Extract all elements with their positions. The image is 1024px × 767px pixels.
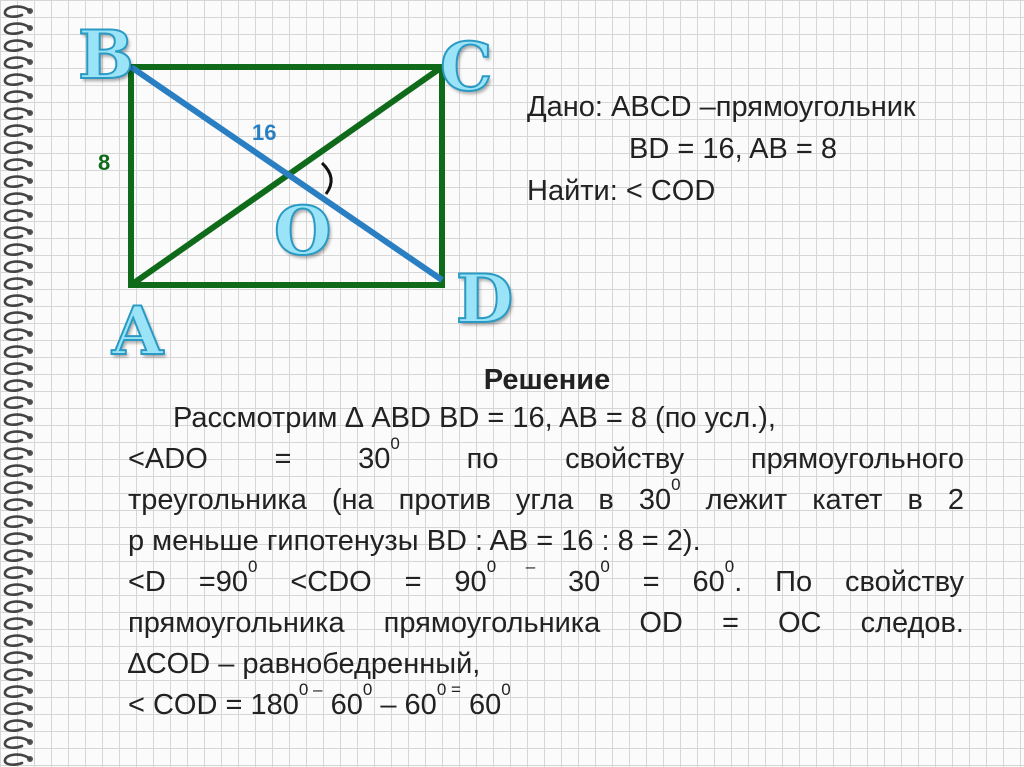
binding-coil: [5, 602, 30, 612]
binding-coil: [5, 483, 30, 493]
solution-line-8: [128, 680, 964, 726]
binding-coil: [5, 313, 30, 323]
superscript: 0: [501, 680, 511, 699]
binding-coil: [5, 687, 30, 697]
side-ab-length: 8: [98, 150, 111, 175]
binding-coil: [5, 653, 30, 663]
text-segment: = 60: [609, 566, 725, 598]
center-label-o: O: [274, 192, 332, 270]
binding-coil: [5, 126, 30, 136]
superscript: 0 =: [436, 680, 461, 699]
superscript: 0: [247, 557, 258, 576]
solution-line-5: [128, 557, 964, 603]
binding-coil: [5, 551, 30, 561]
given-block: [527, 86, 916, 212]
superscript: 0: [600, 557, 610, 576]
binding-coil: [5, 245, 30, 255]
solution-line-2: [128, 434, 964, 480]
solution-title: Решение: [483, 364, 611, 396]
binding-coil: [5, 704, 30, 714]
binding-coil: [5, 7, 30, 17]
binding-coil: [5, 109, 30, 119]
binding-coil: [5, 432, 30, 442]
binding-coil: [5, 143, 30, 153]
solution-line-1: Рассмотрим ∆ ABD BD = 16, AB = 8 (по усл.),: [173, 402, 776, 434]
text-segment: 30: [535, 566, 601, 598]
text-segment: свойству: [565, 443, 685, 475]
solution-line-3: [128, 475, 965, 521]
given-line-1: Дано: ABCD –прямоугольник: [527, 91, 916, 123]
binding-coil: [5, 262, 30, 272]
binding-coil: [5, 330, 30, 340]
binding-coil: [5, 636, 30, 646]
solution-line-6: прямоугольника прямоугольника OD = OC следов.: [128, 607, 964, 639]
superscript: 0 –: [298, 680, 323, 699]
text-segment: по: [466, 443, 499, 475]
text-segment: [358, 434, 400, 480]
binding-coil: [5, 347, 30, 357]
binding-coil: [5, 738, 30, 748]
binding-coil: [5, 619, 30, 629]
text-segment: – 60: [372, 689, 437, 721]
binding-coil: [5, 721, 30, 731]
binding-coil: [5, 279, 30, 289]
binding-coil: [5, 177, 30, 187]
vertex-label-d: D: [456, 260, 514, 338]
given-line-2: BD = 16, AB = 8: [629, 133, 837, 165]
binding-coil: [5, 585, 30, 595]
rectangle-diagram: [60, 10, 530, 370]
binding-coil: [5, 449, 30, 459]
vertex-label-c: C: [440, 28, 493, 106]
vertex-label-b: B: [78, 16, 134, 94]
text-segment: лежит катет в 2: [680, 484, 965, 516]
binding-coil: [5, 211, 30, 221]
binding-coil: [5, 41, 30, 51]
text-segment: 60: [460, 689, 502, 721]
solution-line-7: ∆COD – равнобедренный,: [128, 648, 481, 680]
binding-coil: [5, 92, 30, 102]
text-segment: 30: [358, 443, 391, 475]
superscript: 0 –: [486, 557, 536, 576]
given-line-3: Найти: < COD: [527, 175, 716, 207]
binding-coil: [5, 58, 30, 68]
binding-coil: [5, 500, 30, 510]
binding-coil: [5, 568, 30, 578]
superscript: 0: [390, 434, 400, 453]
angle-cod-arc: [322, 163, 331, 194]
binding-coil: [5, 755, 30, 765]
vertex-label-a: A: [112, 292, 164, 370]
text-segment: <CDO = 90: [257, 566, 487, 598]
text-segment: прямоугольного: [750, 443, 964, 475]
binding-coil: [5, 160, 30, 170]
binding-coil: [5, 670, 30, 680]
diagonal-bd-length: 16: [252, 120, 277, 145]
binding-coil: [5, 24, 30, 34]
superscript: 0: [362, 680, 373, 699]
binding-coil: [5, 534, 30, 544]
text-segment: 60: [322, 689, 363, 721]
text-segment: . По свойству: [734, 566, 964, 598]
superscript: 0: [671, 475, 681, 494]
binding-coil: [5, 228, 30, 238]
solution-text: [128, 398, 964, 726]
binding-coil: [5, 517, 30, 527]
text-segment: <D =90: [128, 566, 248, 598]
binding-coil: [5, 75, 30, 85]
binding-coil: [5, 194, 30, 204]
text-segment: треугольника (на против угла в 30: [128, 484, 672, 516]
superscript: 0: [724, 557, 735, 576]
text-segment: < COD = 180: [128, 689, 299, 721]
text-segment: =: [274, 443, 292, 475]
solution-line-4: р меньше гипотенузы BD : AB = 16 : 8 = 2).: [128, 525, 701, 557]
binding-coil: [5, 466, 30, 476]
binding-coil: [5, 415, 30, 425]
text-segment: <ADO: [128, 443, 208, 475]
binding-coil: [5, 296, 30, 306]
